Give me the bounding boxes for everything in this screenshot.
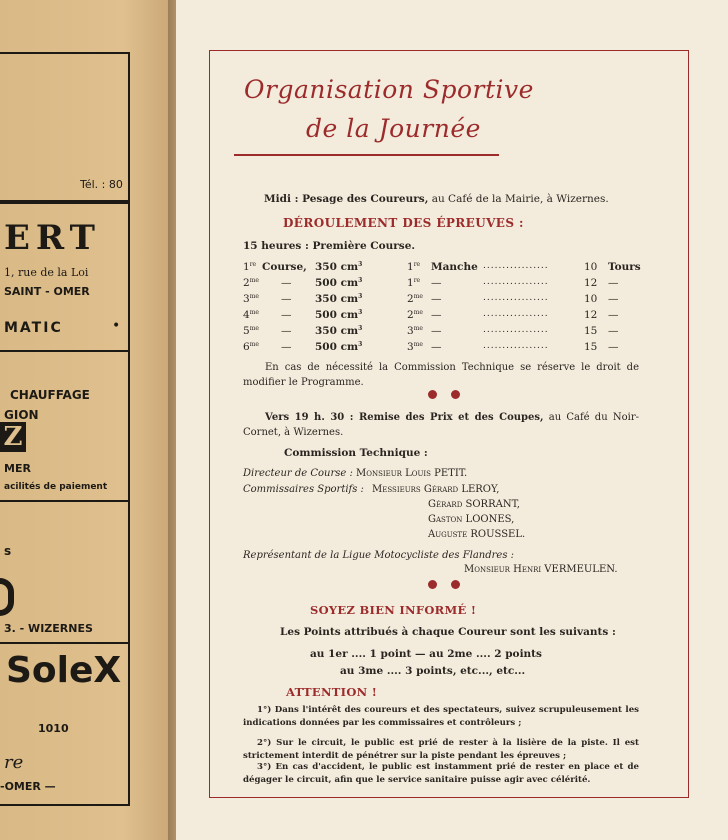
directeur-name: Monsieur Louis PETIT. — [356, 468, 468, 479]
tours-count: 15 — [584, 341, 598, 353]
race-ditto: — — [281, 309, 292, 321]
cc-superscript: 3 — [358, 277, 363, 284]
tours-label: — — [608, 341, 619, 353]
rule-1 — [243, 704, 639, 730]
commission-title: Commission Technique : — [284, 447, 428, 459]
manche-number-suffix: me — [413, 341, 423, 348]
commissaire-name: Messieurs Gérard LEROY, — [372, 484, 500, 495]
ad-solex: SoleX — [6, 650, 122, 691]
race-number: $5^{me}$ — [243, 325, 259, 337]
manche-number-suffix: me — [413, 309, 423, 316]
tours-count: 15 — [584, 325, 598, 337]
manche-label: — — [431, 341, 442, 353]
race-capacity: 350 $cm^3$ — [315, 325, 363, 337]
race-ditto: — — [281, 293, 292, 305]
premiere-course: 15 heures : Première Course. — [243, 240, 416, 252]
commissaire-name: Gaston LOONES, — [428, 514, 515, 525]
race-number: $6^{me}$ — [243, 341, 259, 353]
tours-count: 12 — [584, 309, 598, 321]
leader-dots: ................. — [483, 341, 549, 351]
ad-matic: MATIC — [4, 320, 63, 336]
midi-detail: au Café de la Mairie, à Wizernes. — [428, 193, 609, 205]
tours-count: 12 — [584, 277, 598, 289]
rule-1-text: Dans l'intérêt des coureurs et des spectateurs, suivez scrupuleusement les indications données par les commissaires et contrôleurs ; — [243, 705, 639, 728]
representant-name: Monsieur Henri VERMEULEN. — [464, 564, 618, 575]
midi-line — [264, 193, 609, 205]
manche-label: — — [431, 309, 442, 321]
manche-label: — — [431, 293, 442, 305]
race-capacity: 350 $cm^3$ — [315, 261, 363, 273]
leader-dots: ................. — [483, 277, 549, 287]
cc-superscript: 3 — [358, 261, 363, 268]
ad-wizernes: 3. - WIZERNES — [4, 622, 93, 635]
race-ditto: — — [281, 341, 292, 353]
leader-dots: ................. — [483, 309, 549, 319]
remise-label: Vers 19 h. 30 : Remise des Prix et des Coupes, — [265, 412, 544, 423]
manche-number-suffix: re — [413, 277, 421, 284]
manche-number: 1re — [407, 277, 421, 289]
commission-note: En cas de nécessité la Commission Technique se réserve le droit de modifier le Programme. — [243, 362, 639, 388]
tours-label: Tours — [608, 261, 641, 273]
ornament-dot — [428, 390, 437, 399]
rule-2 — [243, 737, 639, 763]
race-label: Course, — [262, 261, 307, 273]
points-line-1: au 1er .... 1 point — au 2me .... 2 points — [310, 648, 542, 660]
rule-3-number: 3°) — [257, 762, 272, 772]
directeur-label: Directeur de Course : — [243, 468, 353, 479]
title-underline — [234, 154, 499, 156]
tours-label: — — [608, 325, 619, 337]
soyez-heading: SOYEZ BIEN INFORMÉ ! — [310, 603, 477, 617]
manche-number: 1re — [407, 261, 421, 273]
manche-number-suffix: me — [413, 293, 423, 300]
ad-gion: GION — [4, 408, 39, 422]
race-number-suffix: me — [249, 277, 259, 284]
cc-superscript: 3 — [358, 325, 363, 332]
deroulement-heading: DÉROULEMENT DES ÉPREUVES : — [283, 216, 524, 230]
manche-label: — — [431, 277, 442, 289]
tours-count: 10 — [584, 261, 598, 273]
ad-address-2: SAINT - OMER — [4, 285, 90, 298]
ad-address-1: 1, rue de la Loi — [4, 266, 89, 279]
commissaires-label: Commissaires Sportifs : — [243, 484, 364, 495]
cc-superscript: 3 — [358, 341, 363, 348]
ad-tel: Tél. : 80 — [80, 178, 123, 191]
race-ditto: — — [281, 325, 292, 337]
ornament-dot — [428, 580, 437, 589]
race-capacity: 500 $cm^3$ — [315, 309, 363, 321]
ad-ert: ERT — [4, 218, 101, 258]
race-capacity: 500 $cm^3$ — [315, 341, 363, 353]
manche-label: — — [431, 325, 442, 337]
manche-number: $3^{me}$ — [407, 325, 423, 337]
race-capacity: 350 $cm^3$ — [315, 293, 363, 305]
race-number-suffix: me — [249, 309, 259, 316]
ad-chauffage: CHAUFFAGE — [10, 388, 90, 402]
race-number: 1re — [243, 261, 257, 273]
rule-3 — [243, 761, 639, 787]
remise-paragraph — [243, 410, 639, 440]
race-ditto: — — [281, 277, 292, 289]
remise-detail: au Café du Noir-Cornet, à Wizernes. — [243, 412, 639, 438]
cc-superscript: 3 — [358, 293, 363, 300]
ad-script: re — [4, 752, 24, 773]
race-number: $3^{me}$ — [243, 293, 259, 305]
rule-2-text: Sur le circuit, le public est prié de rester à la lisière de la piste. Il est strictement interdit de pénétrer sur la piste pendant les épreuves ; — [243, 738, 639, 761]
commissaire-name: Auguste ROUSSEL. — [428, 529, 526, 540]
ad-mer: MER — [4, 462, 31, 475]
points-line-2: au 3me .... 3 points, etc..., etc... — [340, 665, 526, 677]
manche-number-suffix: re — [413, 261, 421, 268]
ornament-dot — [451, 390, 460, 399]
ad-paiement: acilités de paiement — [4, 482, 108, 492]
manche-number: $2^{me}$ — [407, 293, 423, 305]
tours-count: 10 — [584, 293, 598, 305]
tours-label: — — [608, 293, 619, 305]
race-capacity: 500 $cm^3$ — [315, 277, 363, 289]
race-number: $2^{me}$ — [243, 277, 259, 289]
tours-label: — — [608, 309, 619, 321]
manche-number: $3^{me}$ — [407, 341, 423, 353]
ad-omer: -OMER — — [0, 780, 56, 793]
race-number-suffix: re — [249, 261, 257, 268]
race-number-suffix: me — [249, 341, 259, 348]
facing-ad-page — [0, 0, 176, 840]
tours-label: — — [608, 277, 619, 289]
title-line-2: de la Journée — [306, 114, 481, 143]
ad-s: s — [4, 544, 12, 558]
ad-number: 1010 — [38, 722, 69, 735]
race-number-suffix: me — [249, 325, 259, 332]
ad-bullet: • — [112, 318, 121, 334]
leader-dots: ................. — [483, 293, 549, 303]
cc-superscript: 3 — [358, 309, 363, 316]
ad-z-logo: Z — [0, 422, 26, 452]
rule-3-text: En cas d'accident, le public est instamment prié de rester en place et de dégager le circuit, afin que le service sanitaire puisse agir avec célérité. — [243, 762, 639, 785]
representant-label: Représentant de la Ligue Motocycliste des Flandres : — [243, 550, 515, 561]
manche-number-suffix: me — [413, 325, 423, 332]
rule-1-number: 1°) — [257, 705, 272, 715]
race-number: $4^{me}$ — [243, 309, 259, 321]
rule-2-number: 2°) — [257, 738, 272, 748]
race-number-suffix: me — [249, 293, 259, 300]
manche-number: $2^{me}$ — [407, 309, 423, 321]
leader-dots: ................. — [483, 325, 549, 335]
commissaire-name: Gérard SORRANT, — [428, 499, 520, 510]
leader-dots: ................. — [483, 261, 549, 271]
midi-label: Midi : Pesage des Coureurs, — [264, 193, 429, 205]
ornament-dot — [451, 580, 460, 589]
manche-label: Manche — [431, 261, 478, 273]
attention-heading: ATTENTION ! — [286, 685, 378, 699]
title-line-1: Organisation Sportive — [244, 75, 534, 104]
programme-page — [176, 0, 728, 840]
points-intro: Les Points attribués à chaque Coureur sont les suivants : — [280, 626, 616, 638]
